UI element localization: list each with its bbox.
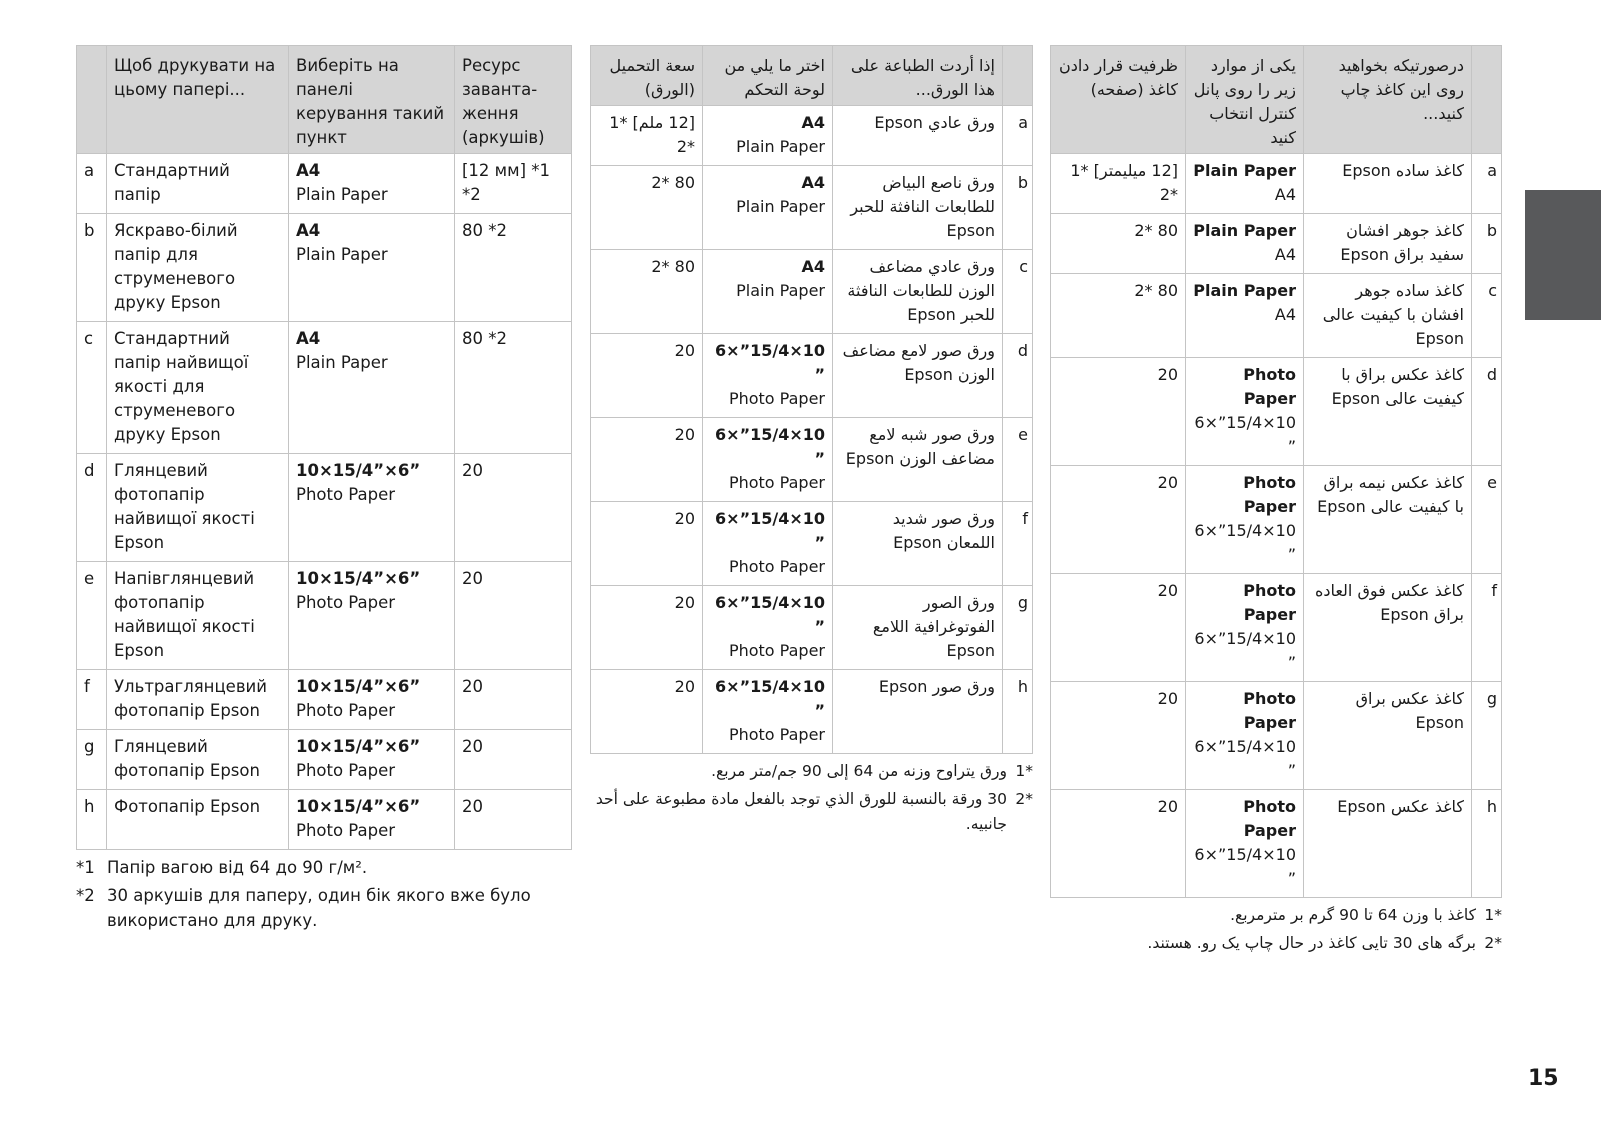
persian-paper-table bbox=[1050, 45, 1502, 898]
row-letter: h bbox=[1003, 670, 1033, 754]
footnote-2: *2 برگه های 30 تایی کاغذ در حال چاپ یک رو. هستند. bbox=[1147, 934, 1502, 952]
row-letter: h bbox=[1472, 790, 1502, 898]
table-row bbox=[77, 730, 572, 790]
footnote-1: *1 کاغذ با وزن 64 تا 90 گرم بر مترمربع. bbox=[1230, 906, 1502, 924]
panel-setting bbox=[703, 106, 833, 166]
header-panel: اختر ما يلي من لوحة التحكم bbox=[703, 46, 833, 106]
row-letter: a bbox=[1003, 106, 1033, 166]
load-capacity: 20 bbox=[591, 334, 703, 418]
panel-setting-primary: 10×15/4”×6” bbox=[296, 677, 421, 696]
panel-setting-secondary: Photo Paper bbox=[728, 473, 825, 492]
panel-setting bbox=[1186, 466, 1304, 574]
row-letter: c bbox=[77, 322, 107, 454]
table-row bbox=[591, 670, 1033, 754]
footnote-2: *2 30 ورقة بالنسبة للورق الذي توجد بالفعل مادة مطبوعة على أحد جانبيه. bbox=[595, 790, 1033, 833]
table-header-row bbox=[591, 46, 1033, 106]
paper-name: Стандартний папір bbox=[107, 154, 289, 214]
panel-setting-primary: Plain Paper bbox=[1193, 281, 1296, 300]
paper-name: Ультраглянцевий фотопапір Epson bbox=[107, 670, 289, 730]
load-capacity: 20 bbox=[455, 730, 572, 790]
paper-name: ورق صور شديد اللمعان Epson bbox=[833, 502, 1003, 586]
row-letter: g bbox=[77, 730, 107, 790]
table-row bbox=[1051, 154, 1502, 214]
load-capacity: 20 bbox=[1051, 574, 1186, 682]
row-letter: a bbox=[1472, 154, 1502, 214]
load-capacity: 20 bbox=[1051, 790, 1186, 898]
paper-name: ورق صور لامع مضاعف الوزن Epson bbox=[833, 334, 1003, 418]
load-capacity: 20 bbox=[1051, 358, 1186, 466]
table-row bbox=[1051, 274, 1502, 358]
table-row bbox=[77, 214, 572, 322]
paper-name: کاغذ عکس فوق العاده براق Epson bbox=[1304, 574, 1472, 682]
table-row bbox=[591, 586, 1033, 670]
row-letter: g bbox=[1003, 586, 1033, 670]
panel-setting bbox=[703, 418, 833, 502]
load-capacity: 20 bbox=[455, 670, 572, 730]
panel-setting-secondary: Photo Paper bbox=[728, 557, 825, 576]
header-letter bbox=[77, 46, 107, 154]
panel-setting bbox=[289, 214, 455, 322]
header-capacity: سعة التحميل (الورق) bbox=[591, 46, 703, 106]
row-letter: e bbox=[1472, 466, 1502, 574]
panel-setting-primary: A4 bbox=[801, 257, 825, 276]
panel-setting bbox=[289, 730, 455, 790]
panel-setting bbox=[703, 670, 833, 754]
paper-name: کاغذ عکس براق با کیفیت عالی Epson bbox=[1304, 358, 1472, 466]
panel-setting bbox=[703, 502, 833, 586]
paper-name: Яскраво-білий папір для струменевого друку Epson bbox=[107, 214, 289, 322]
panel-setting-primary: Photo Paper bbox=[1243, 365, 1296, 408]
load-capacity: 20 bbox=[455, 790, 572, 850]
panel-setting-secondary: Plain Paper bbox=[296, 185, 388, 204]
footnotes bbox=[1050, 903, 1502, 956]
row-letter: h bbox=[77, 790, 107, 850]
panel-setting-secondary: Photo Paper bbox=[296, 593, 396, 612]
panel-setting bbox=[703, 166, 833, 250]
panel-setting-secondary: Plain Paper bbox=[296, 245, 388, 264]
table-row bbox=[1051, 682, 1502, 790]
row-letter: e bbox=[1003, 418, 1033, 502]
ukrainian-paper-table bbox=[76, 45, 572, 850]
table-row bbox=[591, 502, 1033, 586]
header-paper: درصورتیکه بخواهید روی این کاغذ چاپ کنید... bbox=[1304, 46, 1472, 154]
table-row bbox=[77, 670, 572, 730]
footnote-2: *2 30 аркушів для паперу, один бік якого вже було використано для друку. bbox=[76, 886, 531, 930]
panel-setting-secondary: 10×15/4”×6” bbox=[1194, 845, 1296, 888]
load-capacity: [12 ملم] *1 *2 bbox=[591, 106, 703, 166]
load-capacity: 20 bbox=[591, 586, 703, 670]
panel-setting bbox=[1186, 214, 1304, 274]
row-letter: c bbox=[1003, 250, 1033, 334]
row-letter: f bbox=[1003, 502, 1033, 586]
panel-setting-secondary: Photo Paper bbox=[728, 389, 825, 408]
header-paper: إذا أردت الطباعة على هذا الورق... bbox=[833, 46, 1003, 106]
table-row bbox=[591, 166, 1033, 250]
panel-setting-secondary: Photo Paper bbox=[296, 701, 396, 720]
table-row bbox=[1051, 214, 1502, 274]
table-row bbox=[1051, 466, 1502, 574]
row-letter: g bbox=[1472, 682, 1502, 790]
paper-name: کاغذ ساده Epson bbox=[1304, 154, 1472, 214]
panel-setting-primary: Plain Paper bbox=[1193, 161, 1296, 180]
table-header-row bbox=[1051, 46, 1502, 154]
panel-setting-primary: Photo Paper bbox=[1243, 473, 1296, 516]
arabic-paper-table bbox=[590, 45, 1033, 754]
panel-setting-primary: 10×15/4”×6” bbox=[715, 425, 825, 468]
panel-setting bbox=[289, 562, 455, 670]
panel-setting-secondary: Plain Paper bbox=[736, 137, 825, 156]
table-row bbox=[591, 106, 1033, 166]
table-row bbox=[1051, 790, 1502, 898]
paper-name: کاغذ عکس براق Epson bbox=[1304, 682, 1472, 790]
paper-name: Стандартний папір найвищої якості для струменевого друку Epson bbox=[107, 322, 289, 454]
row-letter: d bbox=[77, 454, 107, 562]
ukrainian-section bbox=[76, 45, 572, 936]
panel-setting-secondary: Photo Paper bbox=[296, 485, 396, 504]
paper-name: ورق عادي مضاعف الوزن للطابعات النافثة للحبر Epson bbox=[833, 250, 1003, 334]
table-row bbox=[77, 562, 572, 670]
panel-setting-secondary: A4 bbox=[1274, 245, 1296, 264]
header-capacity: ظرفیت قرار دادن کاغذ (صفحه) bbox=[1051, 46, 1186, 154]
header-panel: Виберіть на панелі керування такий пункт bbox=[289, 46, 455, 154]
panel-setting bbox=[703, 586, 833, 670]
panel-setting-secondary: Photo Paper bbox=[296, 821, 396, 840]
load-capacity: [12 мм] *1 *2 bbox=[455, 154, 572, 214]
panel-setting-primary: A4 bbox=[296, 161, 321, 180]
load-capacity: 20 bbox=[455, 454, 572, 562]
load-capacity: 20 bbox=[591, 502, 703, 586]
row-letter: f bbox=[1472, 574, 1502, 682]
panel-setting-secondary: Photo Paper bbox=[296, 761, 396, 780]
paper-name: Напівглянцевий фотопапір найвищої якості Epson bbox=[107, 562, 289, 670]
load-capacity: 20 bbox=[1051, 682, 1186, 790]
footnotes bbox=[590, 759, 1033, 837]
arabic-section bbox=[590, 45, 1033, 840]
header-capacity: Ресурс заванта-ження (аркушів) bbox=[455, 46, 572, 154]
row-letter: d bbox=[1003, 334, 1033, 418]
panel-setting-primary: A4 bbox=[296, 221, 321, 240]
paper-name: ورق الصور الفوتوغرافية اللامع Epson bbox=[833, 586, 1003, 670]
panel-setting-secondary: 10×15/4”×6” bbox=[1194, 413, 1296, 456]
header-paper: Щоб друкувати на цьому папері... bbox=[107, 46, 289, 154]
panel-setting bbox=[1186, 574, 1304, 682]
load-capacity: 20 bbox=[591, 418, 703, 502]
paper-name: ورق ناصع البياض للطابعات النافثة للحبر Epson bbox=[833, 166, 1003, 250]
panel-setting bbox=[1186, 682, 1304, 790]
panel-setting-primary: A4 bbox=[801, 173, 825, 192]
panel-setting-secondary: Plain Paper bbox=[296, 353, 388, 372]
header-letter bbox=[1472, 46, 1502, 154]
panel-setting bbox=[289, 670, 455, 730]
panel-setting-primary: 10×15/4”×6” bbox=[715, 509, 825, 552]
panel-setting-primary: Photo Paper bbox=[1243, 797, 1296, 840]
panel-setting-primary: A4 bbox=[296, 329, 321, 348]
panel-setting bbox=[289, 322, 455, 454]
footnotes bbox=[76, 855, 572, 933]
row-letter: b bbox=[77, 214, 107, 322]
table-row bbox=[77, 790, 572, 850]
paper-name: ورق صور Epson bbox=[833, 670, 1003, 754]
panel-setting bbox=[289, 454, 455, 562]
panel-setting bbox=[703, 250, 833, 334]
load-capacity: 80 *2 bbox=[591, 166, 703, 250]
load-capacity: 80 *2 bbox=[455, 322, 572, 454]
panel-setting bbox=[1186, 358, 1304, 466]
paper-name: Глянцевий фотопапір найвищої якості Epson bbox=[107, 454, 289, 562]
panel-setting-secondary: 10×15/4”×6” bbox=[1194, 629, 1296, 672]
table-row bbox=[591, 250, 1033, 334]
section-tab-marker bbox=[1525, 190, 1601, 320]
panel-setting-secondary: Photo Paper bbox=[728, 641, 825, 660]
panel-setting-primary: 10×15/4”×6” bbox=[296, 569, 421, 588]
panel-setting-primary: Photo Paper bbox=[1243, 581, 1296, 624]
panel-setting bbox=[1186, 790, 1304, 898]
load-capacity: 20 bbox=[455, 562, 572, 670]
paper-name: کاغذ جوهر افشان سفید براق Epson bbox=[1304, 214, 1472, 274]
table-header-row bbox=[77, 46, 572, 154]
panel-setting-primary: Plain Paper bbox=[1193, 221, 1296, 240]
panel-setting-primary: A4 bbox=[801, 113, 825, 132]
load-capacity: 20 bbox=[1051, 466, 1186, 574]
header-panel: یکی از موارد زیر را روی پانل کنترل انتخاب کنید bbox=[1186, 46, 1304, 154]
footnote-1: *1 Папір вагою від 64 до 90 г/м². bbox=[76, 858, 368, 877]
table-row bbox=[77, 154, 572, 214]
paper-name: کاغذ عکس نیمه براق با کیفیت عالی Epson bbox=[1304, 466, 1472, 574]
panel-setting-secondary: Plain Paper bbox=[736, 281, 825, 300]
row-letter: b bbox=[1472, 214, 1502, 274]
persian-section bbox=[1050, 45, 1502, 959]
footnote-1: *1 ورق يتراوح وزنه من 64 إلى 90 جم/متر مربع. bbox=[711, 762, 1033, 780]
panel-setting-primary: 10×15/4”×6” bbox=[715, 593, 825, 636]
row-letter: f bbox=[77, 670, 107, 730]
paper-name: Глянцевий фотопапір Epson bbox=[107, 730, 289, 790]
paper-name: کاغذ ساده جوهر افشان با کیفیت عالی Epson bbox=[1304, 274, 1472, 358]
load-capacity: 80 *2 bbox=[1051, 214, 1186, 274]
panel-setting-primary: 10×15/4”×6” bbox=[715, 677, 825, 720]
panel-setting bbox=[289, 154, 455, 214]
table-row bbox=[1051, 358, 1502, 466]
panel-setting-primary: 10×15/4”×6” bbox=[296, 797, 421, 816]
panel-setting bbox=[1186, 274, 1304, 358]
panel-setting-primary: 10×15/4”×6” bbox=[296, 461, 421, 480]
load-capacity: 80 *2 bbox=[455, 214, 572, 322]
panel-setting-primary: 10×15/4”×6” bbox=[715, 341, 825, 384]
panel-setting-primary: 10×15/4”×6” bbox=[296, 737, 421, 756]
panel-setting-secondary: 10×15/4”×6” bbox=[1194, 521, 1296, 564]
header-letter bbox=[1003, 46, 1033, 106]
row-letter: e bbox=[77, 562, 107, 670]
panel-setting bbox=[1186, 154, 1304, 214]
row-letter: d bbox=[1472, 358, 1502, 466]
table-row bbox=[1051, 574, 1502, 682]
paper-name: Фотопапір Epson bbox=[107, 790, 289, 850]
load-capacity: 80 *2 bbox=[591, 250, 703, 334]
paper-name: ورق عادي Epson bbox=[833, 106, 1003, 166]
row-letter: b bbox=[1003, 166, 1033, 250]
panel-setting bbox=[703, 334, 833, 418]
panel-setting-secondary: Photo Paper bbox=[728, 725, 825, 744]
panel-setting-secondary: A4 bbox=[1274, 305, 1296, 324]
row-letter: c bbox=[1472, 274, 1502, 358]
panel-setting bbox=[289, 790, 455, 850]
table-row bbox=[591, 418, 1033, 502]
page-number: 15 bbox=[1528, 1066, 1559, 1091]
row-letter: a bbox=[77, 154, 107, 214]
panel-setting-primary: Photo Paper bbox=[1243, 689, 1296, 732]
paper-name: کاغذ عکس Epson bbox=[1304, 790, 1472, 898]
load-capacity: [12 میلیمتر] *1 *2 bbox=[1051, 154, 1186, 214]
paper-name: ورق صور شبه لامع مضاعف الوزن Epson bbox=[833, 418, 1003, 502]
table-row bbox=[77, 454, 572, 562]
table-row bbox=[591, 334, 1033, 418]
panel-setting-secondary: A4 bbox=[1274, 185, 1296, 204]
load-capacity: 80 *2 bbox=[1051, 274, 1186, 358]
load-capacity: 20 bbox=[591, 670, 703, 754]
table-row bbox=[77, 322, 572, 454]
panel-setting-secondary: 10×15/4”×6” bbox=[1194, 737, 1296, 780]
panel-setting-secondary: Plain Paper bbox=[736, 197, 825, 216]
